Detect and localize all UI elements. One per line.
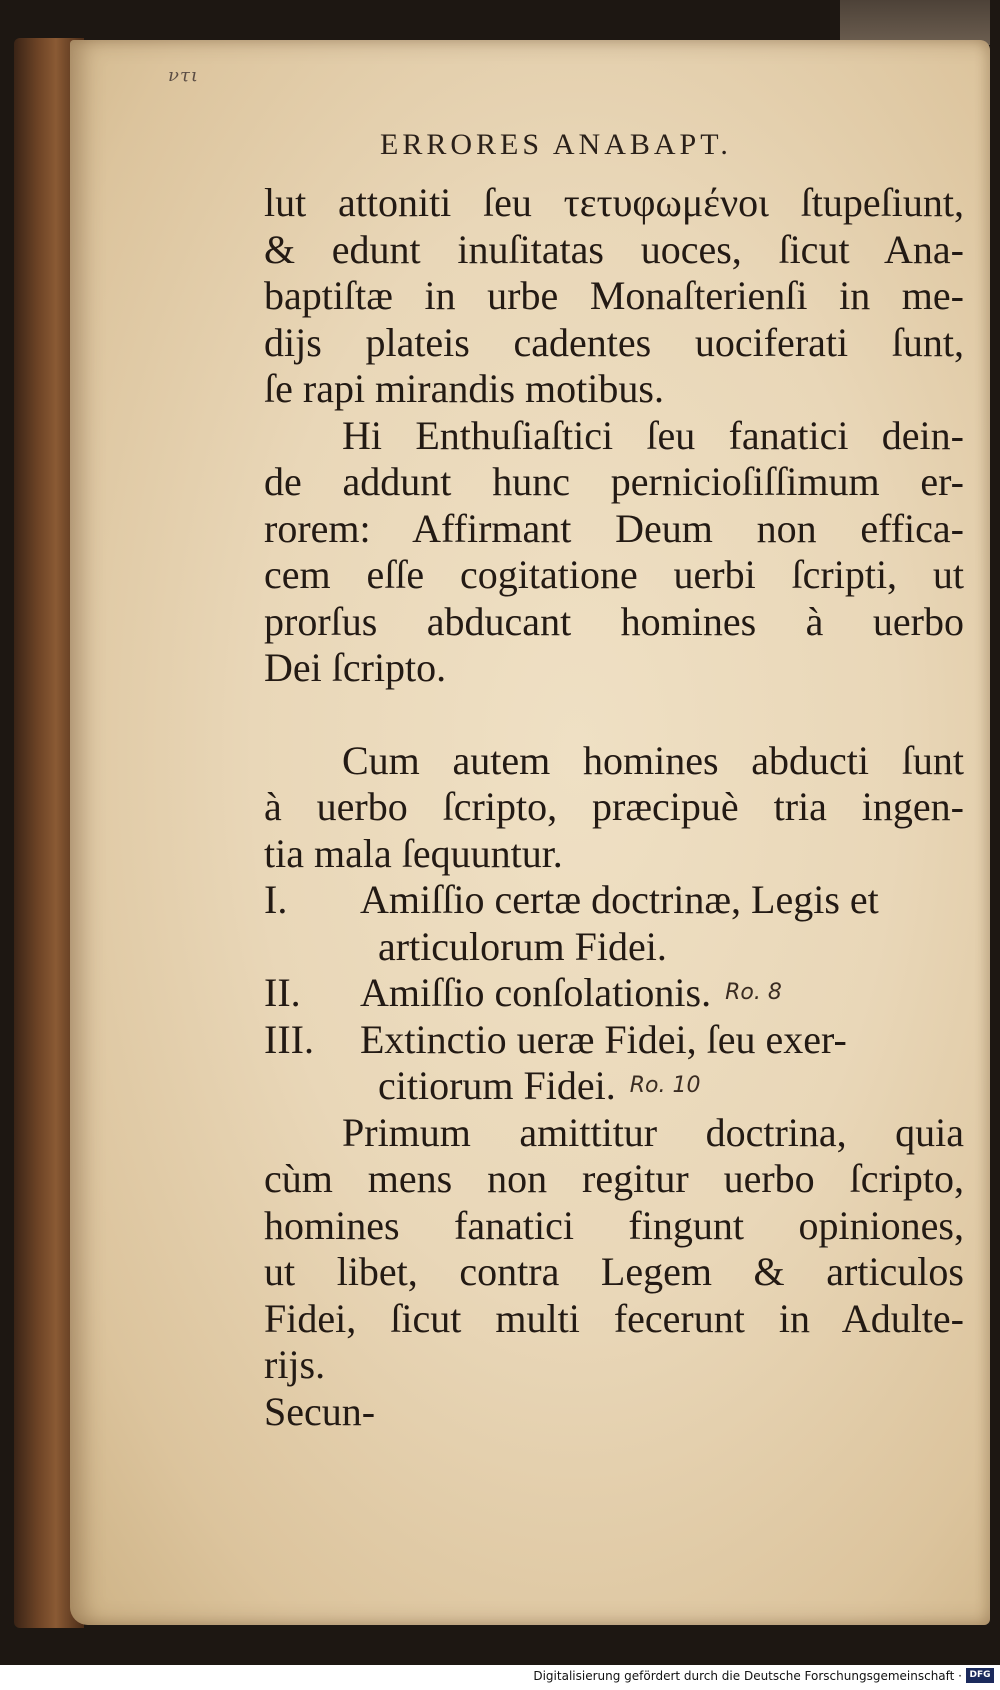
list-number: III. [264,1016,314,1062]
list-text-continuation: articulorum Fidei. [378,923,667,969]
text-line: Cum autem homines abducti ſunt [342,737,964,783]
dfg-logo-icon: DFG [966,1668,994,1683]
list-text: Amiſſio conſolationis. [360,970,712,1015]
text-line: à uerbo ſcripto, præcipuè tria ingen- [264,784,964,829]
text-line: dijs plateis cadentes uociferati ſunt, [264,319,964,365]
running-head: ERRORES ANABAPT. [380,128,732,161]
list-item-3 [264,1017,964,1064]
list-text: Amiſſio certæ doctrinæ, Legis et [360,877,879,922]
text-line: baptiſtæ in urbe Monaſterienſi in me- [264,273,964,318]
text-line: tia mala ſequuntur. [264,830,563,876]
list-number: II. [264,970,301,1015]
list-number: I. [264,877,288,922]
handwritten-note: Ro. 8 [725,980,782,1005]
handwritten-note: Ro. 10 [629,1073,701,1098]
text-line: rijs. [264,1342,326,1387]
text-line: & edunt inuſitatas uoces, ſicut Ana- [264,226,964,272]
text-line: rorem: Affirmant Deum non effica- [264,505,964,551]
list-text-continuation-row [264,1063,964,1110]
funding-credit: Digitalisierung gefördert durch die Deutsche Forschungsgemeinschaft · [533,1669,962,1683]
text-line: cùm mens non regitur uerbo ſcripto, [264,1156,964,1201]
text-line: ut libet, contra Legem & articulos [264,1249,964,1294]
paragraph-gap [264,692,964,738]
list-item-2 [264,970,964,1017]
text-line: Dei ſcripto. [264,645,447,690]
footer-bar [0,1665,1000,1690]
page-number: ντι [168,65,199,86]
text-line: cem eſſe cogitatione uerbi ſcripti, ut [264,552,964,597]
text-line: homines fanatici fingunt opiniones, [264,1202,964,1248]
text-line: lut attoniti ſeu τετυφωμένοι ſtupeſiunt, [264,180,964,225]
list-text: Extinctio ueræ Fidei, ſeu exer- [360,1016,847,1062]
text-line: ſe rapi mirandis motibus. [264,366,664,411]
text-block [264,180,964,1435]
text-line: Primum amittitur doctrina, quia [342,1109,964,1155]
text-line: Hi Enthuſiaſtici ſeu fanatici dein- [342,412,964,458]
text-line: Fidei, ſicut multi fecerunt in Adulte- [264,1295,964,1341]
list-text-continuation: citiorum Fidei. [378,1063,616,1108]
list-item-1 [264,877,964,924]
text-line: prorſus abducant homines à uerbo [264,598,964,644]
text-line: de addunt hunc pernicioſiſſimum er- [264,459,964,504]
catchword: Secun- [264,1388,376,1434]
book-top-edge [840,0,990,45]
